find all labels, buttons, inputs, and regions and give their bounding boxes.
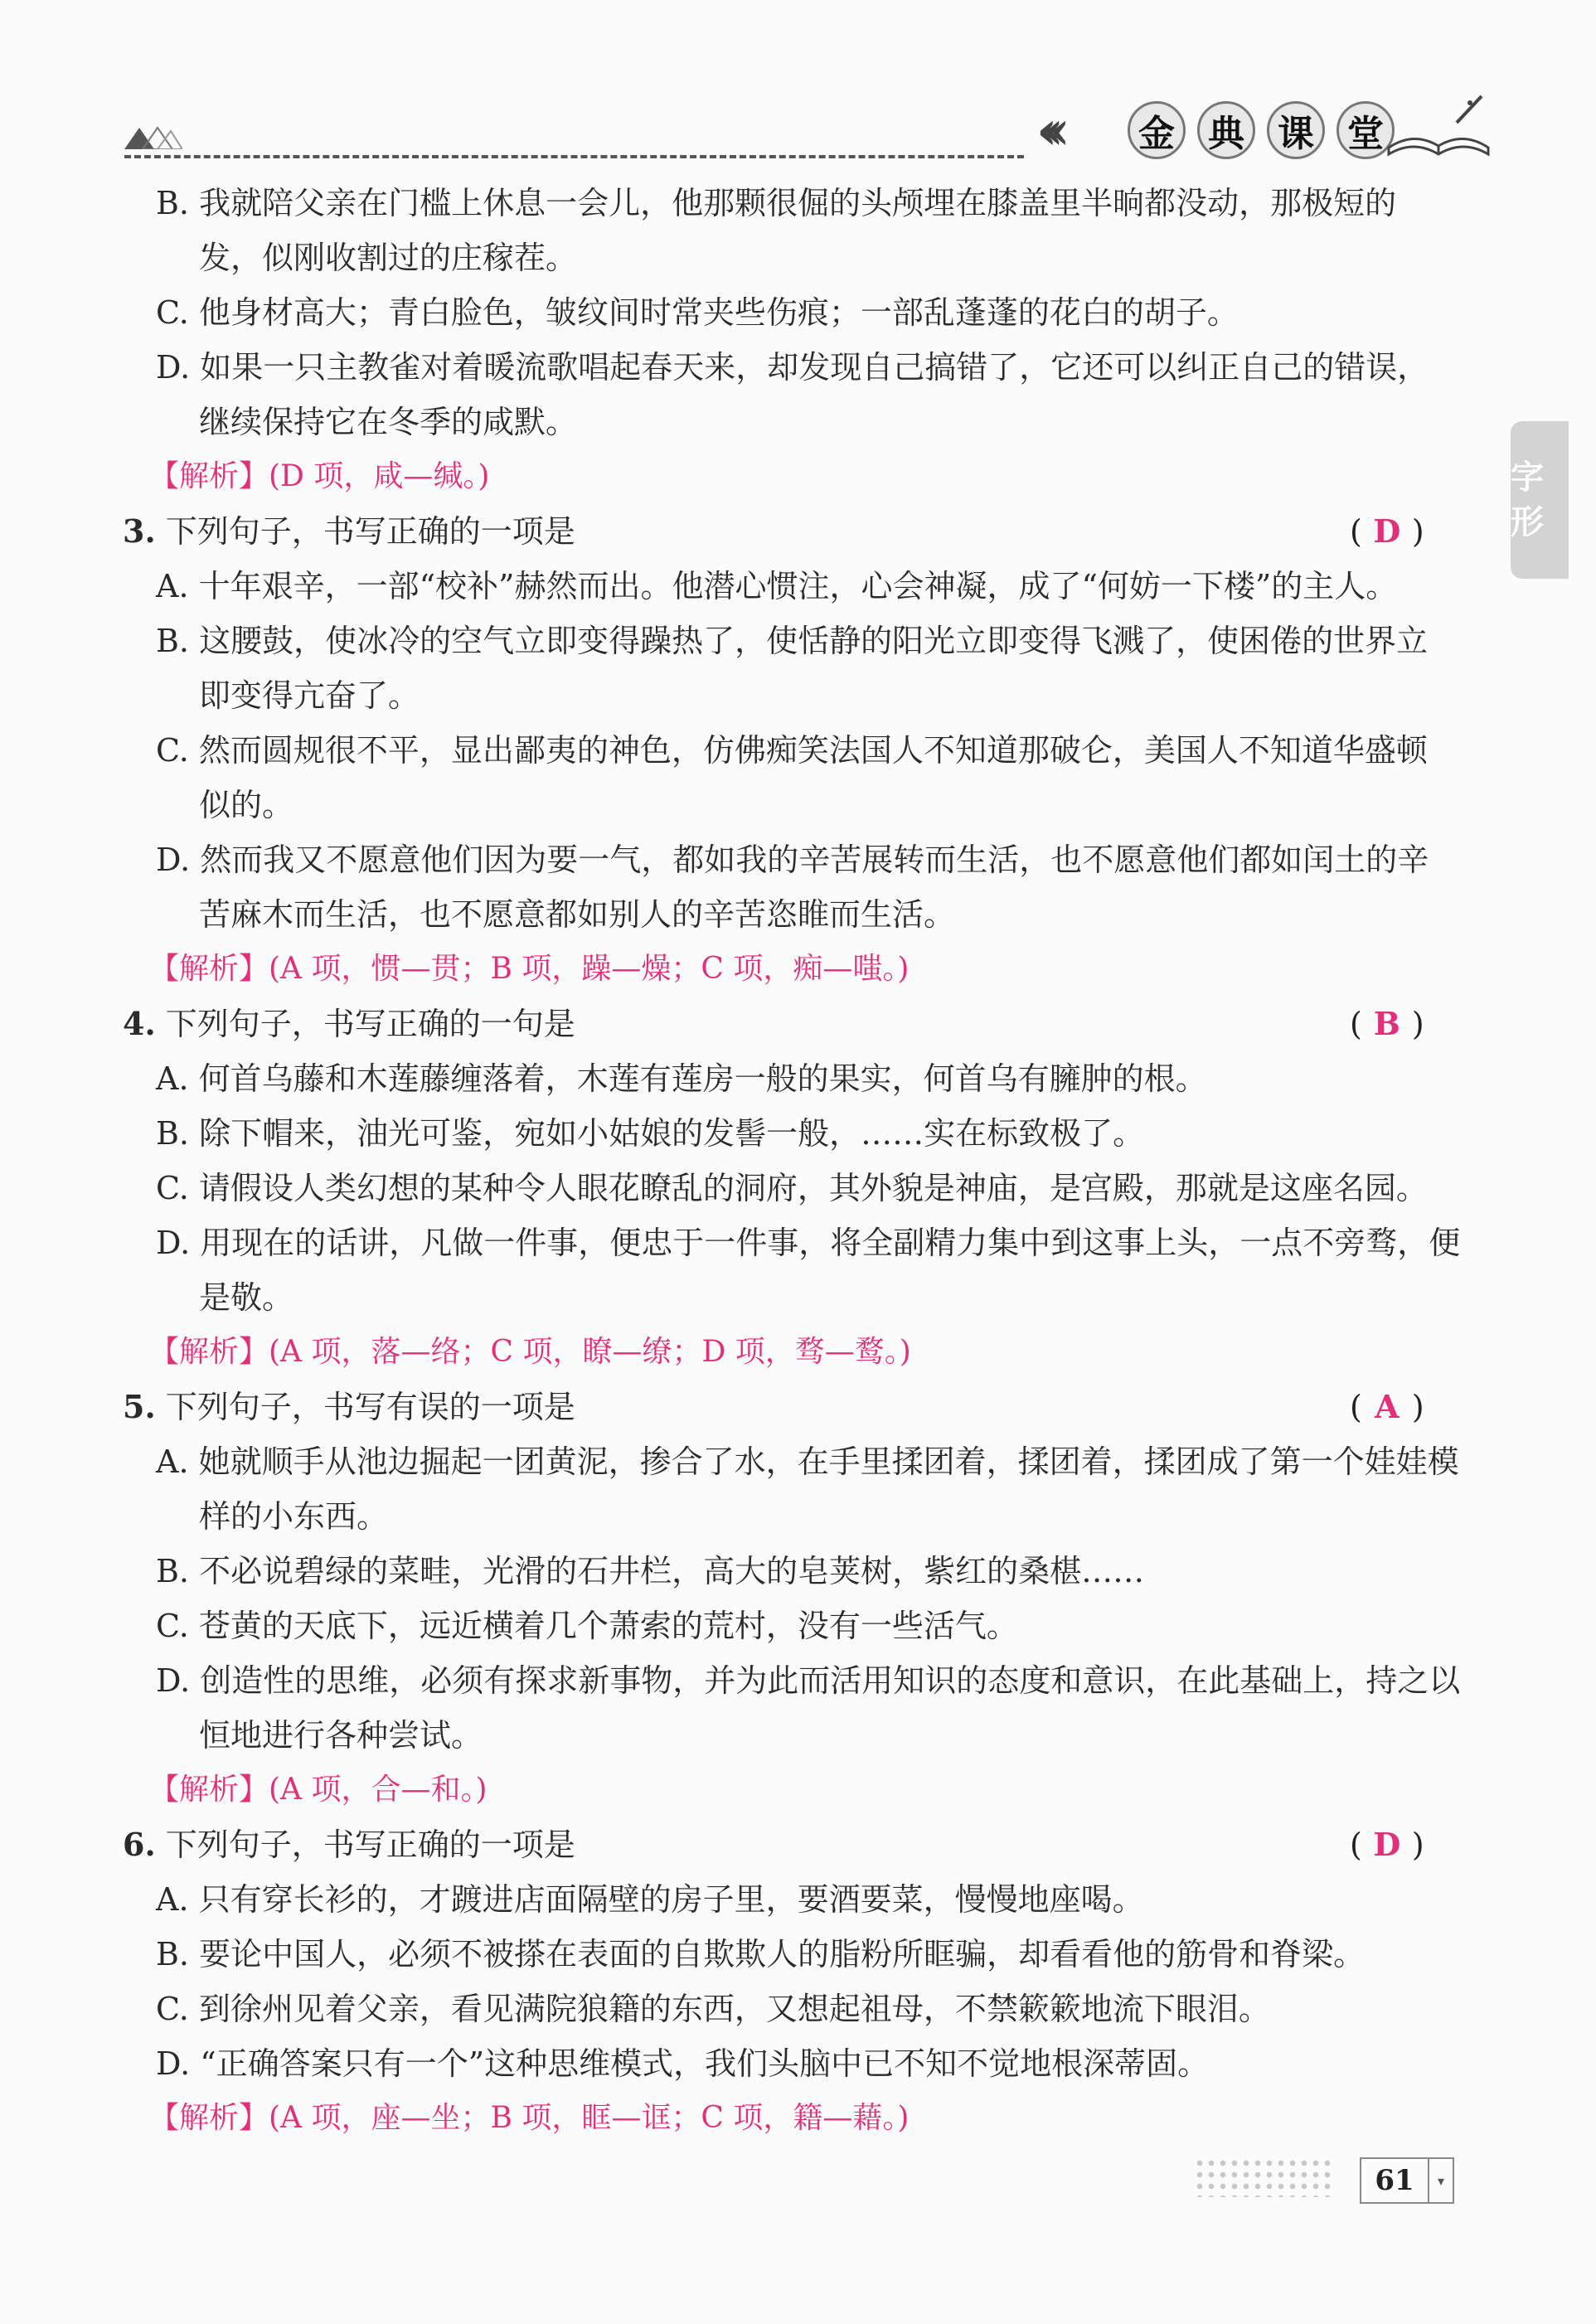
question-stem — [123, 1824, 575, 1866]
page-number-box — [1360, 2157, 1454, 2204]
answer-slot: ( B ) — [1350, 1003, 1424, 1045]
question-number: 6. — [123, 1826, 156, 1863]
question-number: 3. — [123, 512, 156, 550]
option-text: 恒地进行各种尝试。 — [199, 1717, 483, 1754]
option-text: 样的小东西。 — [199, 1498, 389, 1535]
analysis-text: 【解析】(A 项，合—和。) — [149, 1773, 488, 1807]
triangle-down-icon: ▾ — [1428, 2159, 1453, 2202]
header-dashed-rule — [124, 155, 1024, 158]
side-tab-label: 字形 — [1511, 458, 1544, 541]
option-text: C. 苍黄的天底下，远近横着几个萧索的荒村，没有一些活气。 — [156, 1608, 1018, 1644]
header-chevron-icon: ‹‹‹ — [1036, 99, 1055, 162]
option-text: D. “正确答案只有一个”这种思维模式，我们头脑中已不知不觉地根深蒂固。 — [156, 2045, 1210, 2082]
brand-char: 堂 — [1336, 101, 1395, 159]
question-stem — [123, 1003, 575, 1045]
option-text: B. 要论中国人，必须不被搽在表面的自欺欺人的脂粉所眶骗，却看看他的筋骨和脊梁。 — [156, 1936, 1366, 1972]
section-side-tab — [1511, 421, 1569, 579]
open-book-icon — [1380, 90, 1497, 164]
option-text: A. 她就顺手从池边掘起一团黄泥，掺合了水，在手里揉团着，揉团着，揉团成了第一个娃娃模 — [156, 1443, 1459, 1480]
option-text: C. 请假设人类幻想的某种令人眼花瞭乱的洞府，其外貌是神庙，是宫殿，那就是这座名园。 — [156, 1170, 1428, 1206]
page-number: 61 — [1375, 2164, 1414, 2197]
option-text: D. 用现在的话讲，凡做一件事，便忠于一件事，将全副精力集中到这事上头，一点不旁骛，便 — [156, 1225, 1461, 1261]
analysis-text: 【解析】(D 项，咸—缄。) — [149, 459, 490, 493]
answer-letter: D — [1373, 512, 1401, 550]
option-text: D. 创造性的思维，必须有探求新事物，并为此而活用知识的态度和意识，在此基础上，持之以 — [156, 1662, 1461, 1699]
question-number: 4. — [123, 1005, 156, 1042]
answer-letter: B — [1373, 1005, 1400, 1042]
answer-letter: D — [1373, 1826, 1401, 1863]
option-text: A. 只有穿长衫的，才踱进店面隔壁的房子里，要酒要菜，慢慢地座喝。 — [156, 1881, 1144, 1918]
option-text: B. 不必说碧绿的菜畦，光滑的石井栏，高大的皂荚树，紫红的桑椹…… — [156, 1553, 1145, 1589]
option-text: B. 这腰鼓，使冰冷的空气立即变得躁热了，使恬静的阳光立即变得飞溅了，使困倦的世界立 — [156, 623, 1429, 659]
question-text: 下列句子，书写正确的一句是 — [165, 1006, 575, 1042]
question-text: 下列句子，书写正确的一项是 — [165, 1827, 575, 1863]
brand-char: 金 — [1128, 101, 1186, 159]
option-text: A. 何首乌藤和木莲藤缠落着，木莲有莲房一般的果实，何首乌有臃肿的根。 — [156, 1060, 1207, 1097]
analysis-text: 【解析】(A 项，落—络；C 项，瞭—缭；D 项，骛—鹜。) — [149, 1335, 911, 1369]
question-text: 下列句子，书写有误的一项是 — [165, 1389, 575, 1425]
option-text: C. 然而圆规很不平，显出鄙夷的神色，仿佛痴笑法国人不知道那破仑，美国人不知道华盛顿 — [156, 732, 1428, 769]
option-text: B. 除下帽来，油光可鉴，宛如小姑娘的发髻一般，……实在标致极了。 — [156, 1115, 1145, 1152]
option-text: D. 如果一只主教雀对着暖流歌唱起春天来，却发现自己搞错了，它还可以纠正自己的错误， — [156, 349, 1429, 386]
option-text: D. 然而我又不愿意他们因为要一气，都如我的辛苦展转而生活，也不愿意他们都如闰土的辛 — [156, 842, 1429, 878]
option-text: 似的。 — [199, 787, 294, 823]
brand-char: 课 — [1267, 101, 1325, 159]
question-text: 下列句子，书写正确的一项是 — [165, 513, 575, 550]
footer-dot-pattern — [1194, 2157, 1335, 2197]
brand-char: 典 — [1197, 101, 1255, 159]
option-text: B. 我就陪父亲在门槛上休息一会儿，他那颗很倔的头颅埋在膝盖里半晌都没动，那极短的 — [156, 185, 1397, 221]
option-text: 是敬。 — [199, 1279, 294, 1316]
analysis-text: 【解析】(A 项，座—坐；B 项，眶—诓；C 项，籍—藉。) — [149, 2101, 910, 2135]
question-stem — [123, 1386, 575, 1428]
answer-slot: ( D ) — [1350, 511, 1424, 552]
header-triangle-icon — [124, 124, 182, 149]
analysis-text: 【解析】(A 项，惯—贯；B 项，躁—燥；C 项，痴—嗤。) — [149, 952, 910, 986]
answer-slot: ( D ) — [1350, 1824, 1424, 1866]
option-text: 继续保持它在冬季的咸默。 — [199, 404, 578, 440]
option-text: A. 十年艰辛，一部“校补”赫然而出。他潜心惯注，心会神凝，成了“何妨一下楼”的主人。 — [156, 568, 1398, 604]
option-text: 苦麻木而生活，也不愿意都如别人的辛苦恣睢而生活。 — [199, 896, 956, 933]
brand-title — [1128, 101, 1395, 159]
option-text: C. 他身材高大；青白脸色，皱纹间时常夹些伤痕；一部乱蓬蓬的花白的胡子。 — [156, 294, 1239, 331]
question-number: 5. — [123, 1388, 156, 1425]
option-text: 发，似刚收割过的庄稼茬。 — [199, 240, 578, 276]
answer-letter: A — [1375, 1388, 1400, 1425]
answer-slot: ( A ) — [1350, 1386, 1424, 1428]
option-text: C. 到徐州见着父亲，看见满院狼籍的东西，又想起祖母，不禁簌簌地流下眼泪。 — [156, 1991, 1270, 2027]
question-stem — [123, 511, 575, 552]
option-text: 即变得亢奋了。 — [199, 677, 420, 714]
